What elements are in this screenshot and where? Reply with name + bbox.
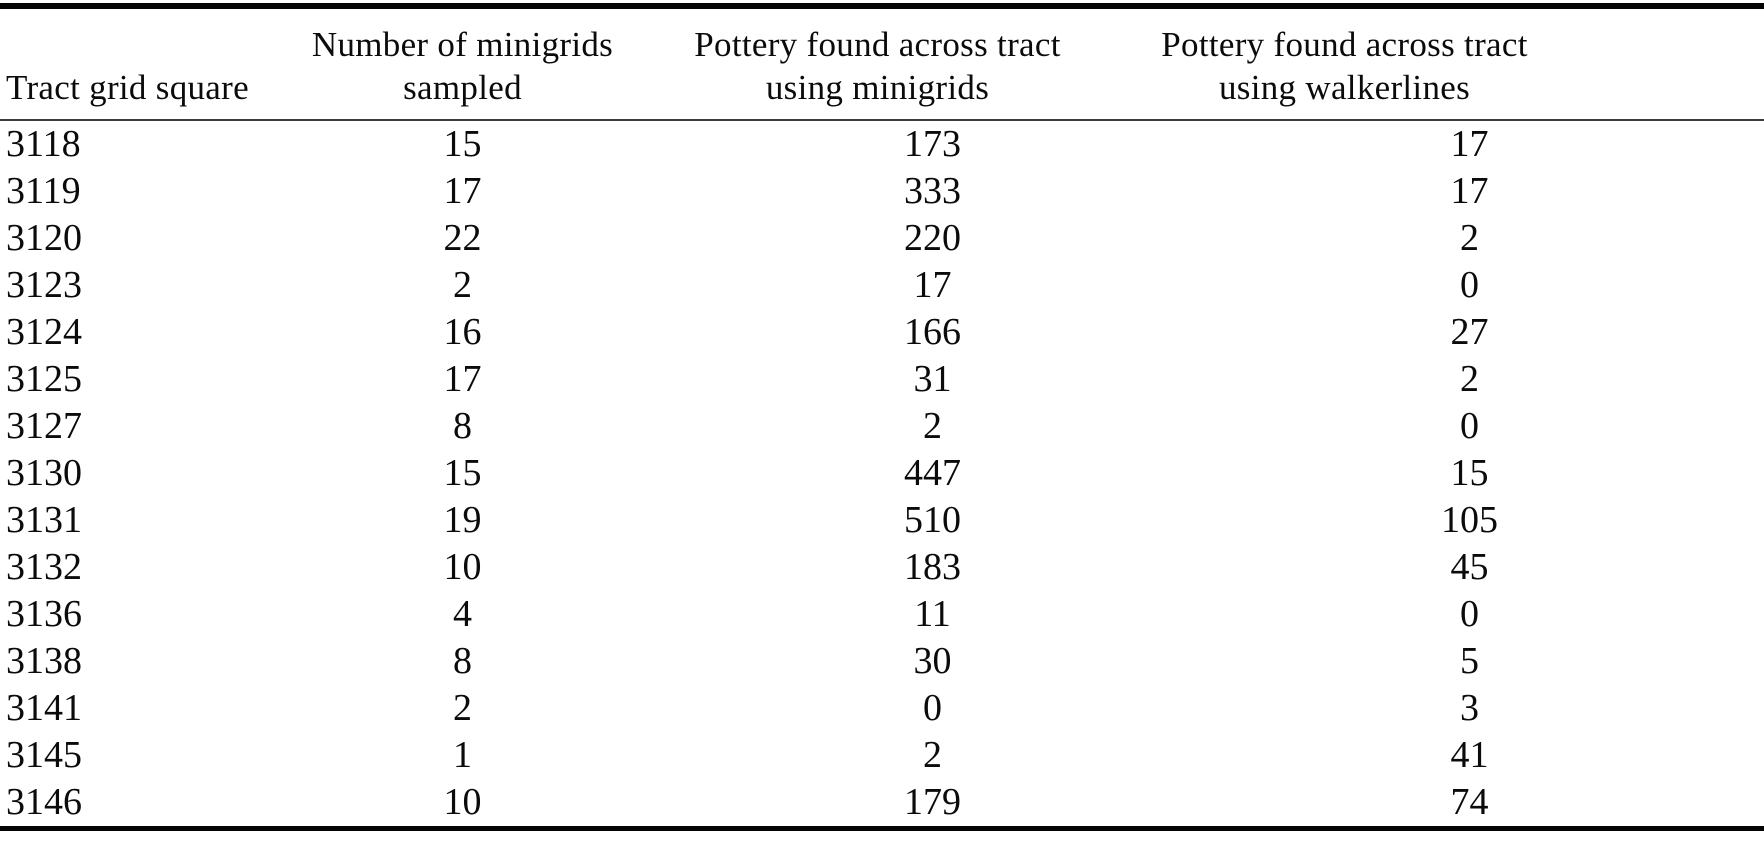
cell-pottery-walkerlines: 0 bbox=[1460, 405, 1479, 447]
table-row bbox=[0, 168, 1764, 215]
cell-tract: 3141 bbox=[6, 687, 82, 729]
cell-pottery-walkerlines: 74 bbox=[1450, 781, 1489, 823]
cell-pottery-walkerlines: 5 bbox=[1460, 640, 1479, 682]
cell-tract: 3120 bbox=[6, 217, 82, 259]
cell-pottery-walkerlines: 2 bbox=[1460, 217, 1479, 259]
cell-minigrids-sampled: 15 bbox=[443, 452, 482, 494]
cell-tract: 3124 bbox=[6, 311, 82, 353]
table-row bbox=[0, 732, 1764, 779]
table-body bbox=[0, 120, 1764, 829]
header-row bbox=[0, 6, 1764, 120]
pottery-survey-table bbox=[0, 3, 1764, 831]
cell-minigrids-sampled: 8 bbox=[453, 640, 472, 682]
cell-pottery-walkerlines: 3 bbox=[1460, 687, 1479, 729]
cell-tract: 3131 bbox=[6, 499, 82, 541]
table-row bbox=[0, 450, 1764, 497]
cell-pottery-walkerlines: 15 bbox=[1450, 452, 1489, 494]
table-row bbox=[0, 685, 1764, 732]
cell-minigrids-sampled: 8 bbox=[453, 405, 472, 447]
cell-pottery-minigrids: 17 bbox=[913, 264, 952, 306]
cell-pottery-walkerlines: 0 bbox=[1460, 264, 1479, 306]
column-header-line: sampled bbox=[403, 68, 522, 107]
cell-pottery-minigrids: 220 bbox=[904, 217, 961, 259]
cell-minigrids-sampled: 10 bbox=[443, 546, 482, 588]
table-header bbox=[0, 6, 1764, 120]
cell-minigrids-sampled: 16 bbox=[443, 311, 482, 353]
cell-minigrids-sampled: 17 bbox=[443, 358, 482, 400]
cell-tract: 3146 bbox=[6, 781, 82, 823]
table-row bbox=[0, 779, 1764, 829]
cell-tract: 3138 bbox=[6, 640, 82, 682]
cell-tract: 3125 bbox=[6, 358, 82, 400]
cell-pottery-minigrids: 31 bbox=[913, 358, 952, 400]
column-header-line: Number of minigrids bbox=[311, 25, 614, 64]
table-row bbox=[0, 403, 1764, 450]
cell-minigrids-sampled: 4 bbox=[453, 593, 472, 635]
table-row bbox=[0, 544, 1764, 591]
cell-pottery-minigrids: 30 bbox=[913, 640, 952, 682]
cell-pottery-minigrids: 447 bbox=[904, 452, 961, 494]
cell-pottery-walkerlines: 41 bbox=[1450, 734, 1489, 776]
cell-tract: 3132 bbox=[6, 546, 82, 588]
cell-tract: 3130 bbox=[6, 452, 82, 494]
column-header-minigrids-sampled bbox=[285, 6, 640, 120]
cell-tract: 3127 bbox=[6, 405, 82, 447]
cell-pottery-minigrids: 183 bbox=[904, 546, 961, 588]
cell-pottery-walkerlines: 17 bbox=[1450, 123, 1489, 165]
column-header-line: using walkerlines bbox=[1218, 68, 1471, 107]
column-header-pottery-walkerlines bbox=[1115, 6, 1764, 120]
cell-minigrids-sampled: 19 bbox=[443, 499, 482, 541]
cell-tract: 3118 bbox=[6, 123, 81, 165]
cell-pottery-walkerlines: 27 bbox=[1450, 311, 1489, 353]
table-row bbox=[0, 356, 1764, 403]
cell-pottery-minigrids: 2 bbox=[923, 405, 942, 447]
cell-pottery-walkerlines: 0 bbox=[1460, 593, 1479, 635]
column-header-line: Pottery found across tract bbox=[694, 25, 1061, 64]
cell-minigrids-sampled: 1 bbox=[453, 734, 472, 776]
cell-minigrids-sampled: 10 bbox=[443, 781, 482, 823]
cell-pottery-walkerlines: 2 bbox=[1460, 358, 1479, 400]
cell-pottery-walkerlines: 45 bbox=[1450, 546, 1489, 588]
table-row bbox=[0, 262, 1764, 309]
column-header-tract bbox=[0, 6, 285, 120]
cell-pottery-walkerlines: 17 bbox=[1450, 170, 1489, 212]
cell-tract: 3136 bbox=[6, 593, 82, 635]
table-row bbox=[0, 120, 1764, 168]
table-row bbox=[0, 309, 1764, 356]
cell-pottery-minigrids: 0 bbox=[923, 687, 942, 729]
cell-pottery-minigrids: 510 bbox=[904, 499, 961, 541]
cell-pottery-minigrids: 179 bbox=[904, 781, 961, 823]
table-row bbox=[0, 497, 1764, 544]
cell-minigrids-sampled: 2 bbox=[453, 264, 472, 306]
table-row bbox=[0, 215, 1764, 262]
cell-pottery-minigrids: 173 bbox=[904, 123, 961, 165]
column-header-line: using minigrids bbox=[765, 68, 990, 107]
cell-minigrids-sampled: 17 bbox=[443, 170, 482, 212]
cell-pottery-walkerlines: 105 bbox=[1441, 499, 1498, 541]
column-header-line: Pottery found across tract bbox=[1161, 25, 1528, 64]
cell-tract: 3119 bbox=[6, 170, 81, 212]
cell-tract: 3145 bbox=[6, 734, 82, 776]
column-header-pottery-minigrids bbox=[640, 6, 1115, 120]
cell-minigrids-sampled: 15 bbox=[443, 123, 482, 165]
column-header-tract-label: Tract grid square bbox=[6, 68, 249, 107]
cell-pottery-minigrids: 333 bbox=[904, 170, 961, 212]
cell-minigrids-sampled: 2 bbox=[453, 687, 472, 729]
table-row bbox=[0, 591, 1764, 638]
cell-tract: 3123 bbox=[6, 264, 82, 306]
cell-pottery-minigrids: 2 bbox=[923, 734, 942, 776]
cell-pottery-minigrids: 11 bbox=[914, 593, 951, 635]
table-row bbox=[0, 638, 1764, 685]
cell-pottery-minigrids: 166 bbox=[904, 311, 961, 353]
cell-minigrids-sampled: 22 bbox=[443, 217, 482, 259]
